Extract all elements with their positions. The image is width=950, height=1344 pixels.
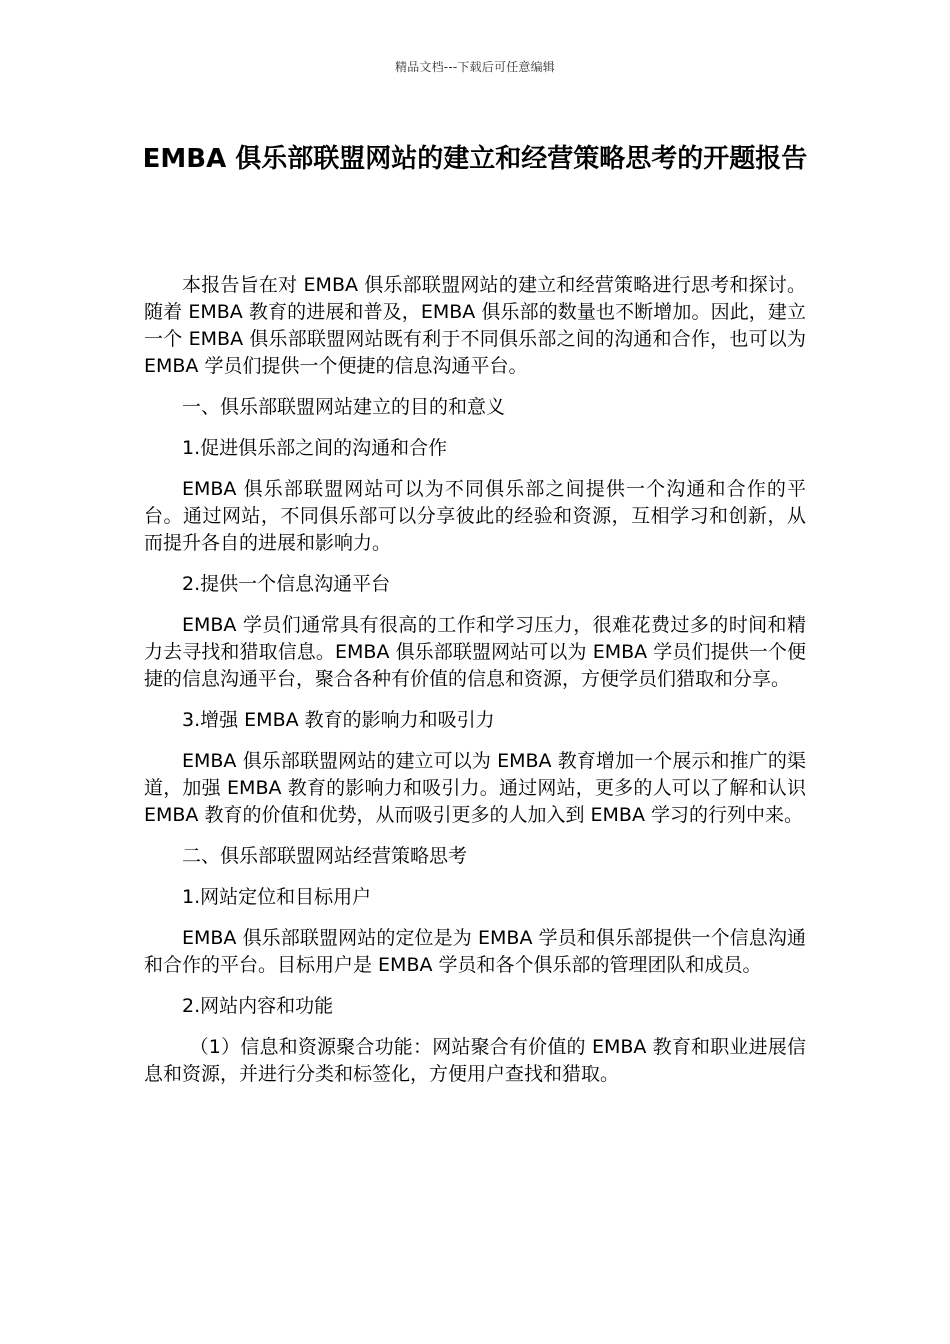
subheading-2-2: 2.网站内容和功能 bbox=[182, 995, 334, 1017]
body-paragraph: EMBA 俱乐部联盟网站的建立可以为 EMBA 教育增加一个展示和推广的渠道，加强 EMBA 教育的影响力和吸引力。通过网站，更多的人可以了解和认识 EMBA 教育的价值和优势，从而吸引更多的人加入到 EMBA 学习的行列中来。 bbox=[144, 750, 806, 826]
document-body bbox=[144, 272, 806, 1102]
body-paragraph: EMBA 俱乐部联盟网站可以为不同俱乐部之间提供一个沟通和合作的平台。通过网站，不同俱乐部可以分享彼此的经验和资源，互相学习和创新，从而提升各自的进展和影响力。 bbox=[144, 478, 806, 554]
subheading-2-1: 1.网站定位和目标用户 bbox=[182, 886, 372, 908]
body-paragraph: EMBA 学员们通常具有很高的工作和学习压力，很难花费过多的时间和精力去寻找和猎取信息。EMBA 俱乐部联盟网站可以为 EMBA 学员们提供一个便捷的信息沟通平台，聚合各种有价值的信息和资源，方便学员们猎取和分享。 bbox=[144, 614, 806, 690]
subheading-1-1: 1.促进俱乐部之间的沟通和合作 bbox=[182, 437, 448, 459]
intro-paragraph: 本报告旨在对 EMBA 俱乐部联盟网站的建立和经营策略进行思考和探讨。随着 EMBA 教育的进展和普及，EMBA 俱乐部的数量也不断增加。因此，建立一个 EMBA 俱乐部联盟网站既有利于不同俱乐部之间的沟通和合作，也可以为 EMBA 学员们提供一个便捷的信息沟通平台。 bbox=[144, 274, 806, 377]
list-item: （1）信息和资源聚合功能：网站聚合有价值的 EMBA 教育和职业进展信息和资源，并进行分类和标签化，方便用户查找和猎取。 bbox=[144, 1036, 806, 1085]
section-heading-2: 二、俱乐部联盟网站经营策略思考 bbox=[182, 845, 468, 867]
header-note: 精品文档---下载后可任意编辑 bbox=[395, 60, 555, 74]
document-title: EMBA 俱乐部联盟网站的建立和经营策略思考的开题报告 bbox=[142, 144, 808, 174]
subheading-1-3: 3.增强 EMBA 教育的影响力和吸引力 bbox=[182, 709, 495, 731]
subheading-1-2: 2.提供一个信息沟通平台 bbox=[182, 573, 391, 595]
body-paragraph: EMBA 俱乐部联盟网站的定位是为 EMBA 学员和俱乐部提供一个信息沟通和合作的平台。目标用户是 EMBA 学员和各个俱乐部的管理团队和成员。 bbox=[144, 927, 806, 976]
section-heading-1: 一、俱乐部联盟网站建立的目的和意义 bbox=[182, 396, 506, 418]
